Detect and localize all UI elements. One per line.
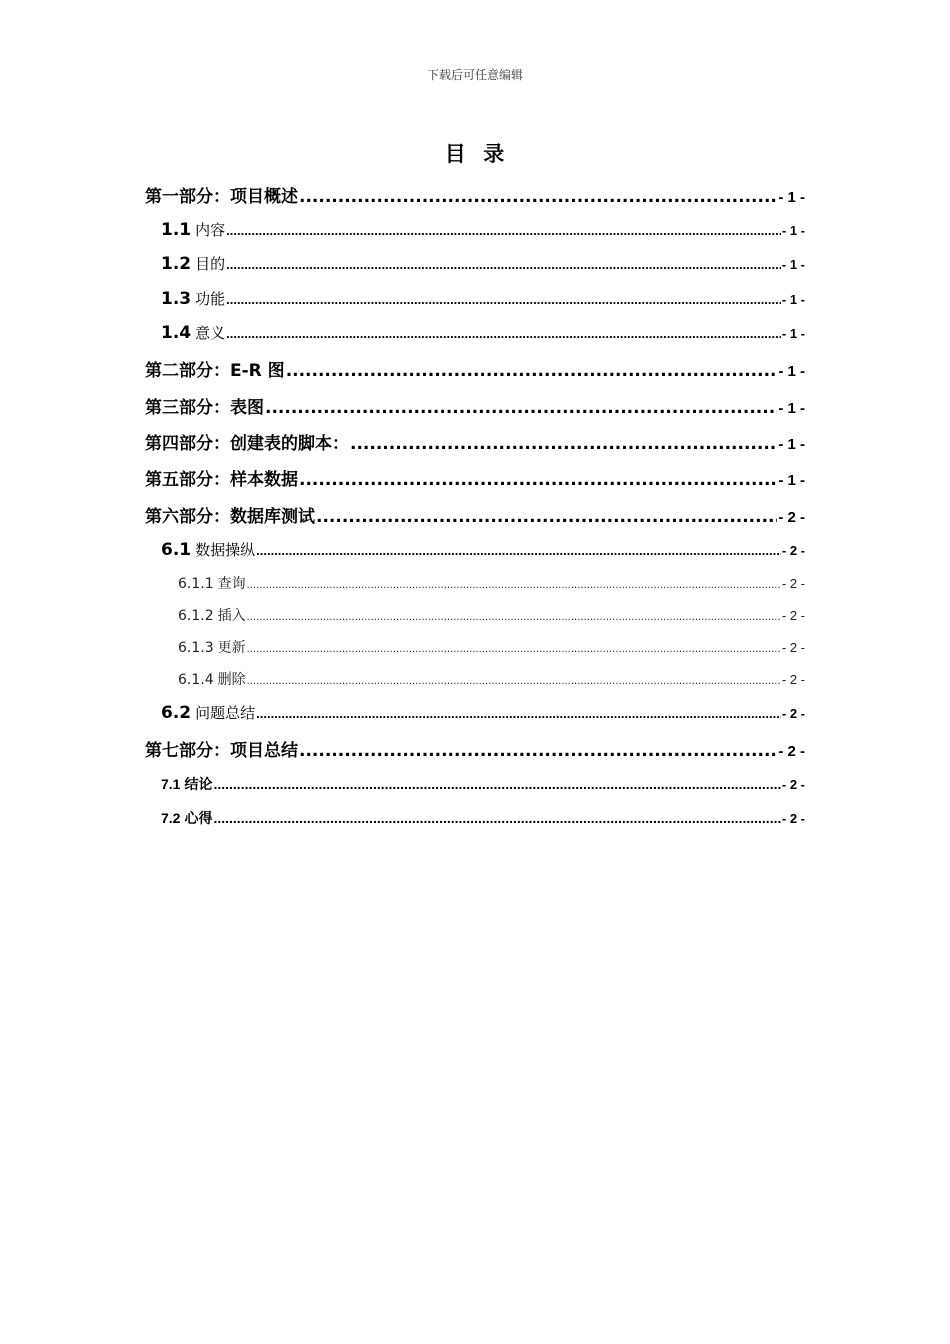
toc-leader-dots — [247, 580, 781, 591]
toc-entry-number: 1.1 — [161, 220, 192, 240]
toc-entry-number: 6.1 — [161, 540, 192, 560]
toc-entry-number: 7.1 — [161, 776, 181, 792]
toc-leader-dots — [265, 398, 777, 418]
toc-leader-dots — [299, 470, 777, 490]
toc-entry-6-1-3[interactable] — [178, 637, 805, 657]
toc-page-number: - 2 - — [781, 777, 805, 792]
toc-leader-dots — [286, 361, 778, 381]
toc-entry-text: 第四部分：创建表的脚本： — [145, 434, 349, 454]
toc-page-number: - 2 - — [781, 672, 805, 687]
toc-leader-dots — [247, 612, 781, 623]
toc-entry-text: 插入 — [217, 608, 246, 624]
toc-entry-1-1[interactable] — [161, 219, 805, 241]
toc-entry-text: 第三部分：表图 — [145, 398, 264, 418]
toc-leader-dots — [350, 434, 777, 454]
toc-entry-number: 7.2 — [161, 810, 181, 826]
toc-leader-dots — [247, 644, 781, 655]
toc-page-number: - 1 - — [781, 223, 805, 238]
toc-entry-number: 1.4 — [161, 323, 192, 343]
toc-entry-number: 1.2 — [161, 254, 192, 274]
toc-entry-number: 6.2 — [161, 703, 192, 723]
toc-entry-text: 第二部分：E-R 图 — [145, 361, 285, 381]
toc-page-number: - 2 - — [778, 743, 805, 760]
toc-entry-6-1[interactable] — [161, 539, 805, 561]
toc-entry-number: 6.1.4 — [178, 672, 214, 688]
toc-leader-dots — [226, 223, 781, 238]
toc-leader-dots — [316, 507, 777, 527]
toc-page-number: - 2 - — [781, 706, 805, 721]
toc-page-number: - 1 - — [778, 189, 805, 206]
toc-entry-6-1-2[interactable] — [178, 605, 805, 625]
toc-entry-part-7[interactable] — [145, 736, 805, 762]
toc-page-number: - 1 - — [778, 436, 805, 453]
toc-entry-number: 6.1.2 — [178, 608, 214, 624]
toc-entry-7-2[interactable] — [161, 808, 805, 830]
toc-leader-dots — [226, 257, 781, 272]
toc-entry-1-4[interactable] — [161, 322, 805, 344]
toc-entry-number: 1.3 — [161, 289, 192, 309]
toc-entry-text: 查询 — [217, 576, 246, 592]
toc-entry-7-1[interactable] — [161, 774, 805, 796]
toc-page-number: - 2 - — [781, 608, 805, 623]
toc-entry-part-2[interactable] — [145, 356, 805, 382]
toc-entry-text: 问题总结 — [195, 704, 256, 722]
toc-entry-6-1-1[interactable] — [178, 573, 805, 593]
toc-entry-6-1-4[interactable] — [178, 669, 805, 689]
toc-entry-text: 心得 — [184, 810, 213, 826]
toc-entry-text: 第一部分：项目概述 — [145, 187, 298, 207]
toc-leader-dots — [299, 741, 777, 761]
toc-entry-text: 第六部分：数据库测试 — [145, 507, 315, 527]
page-header-note: 下载后可任意编辑 — [426, 68, 523, 82]
toc-entry-text: 第七部分：项目总结 — [145, 741, 298, 761]
toc-entry-6-2[interactable] — [161, 702, 805, 724]
toc-leader-dots — [299, 187, 777, 207]
toc-title: 目 录 — [444, 142, 506, 166]
toc-entry-text: 目的 — [195, 255, 226, 273]
toc-entry-1-2[interactable] — [161, 253, 805, 275]
toc-page-number: - 1 - — [781, 257, 805, 272]
toc-entry-text: 更新 — [217, 640, 246, 656]
toc-page-number: - 1 - — [781, 326, 805, 341]
toc-entry-part-5[interactable] — [145, 465, 805, 491]
toc-entry-text: 数据操纵 — [195, 541, 256, 559]
toc-entry-part-1[interactable] — [145, 182, 805, 208]
toc-leader-dots — [226, 326, 781, 341]
toc-page-number: - 2 - — [781, 576, 805, 591]
toc-page-number: - 2 - — [781, 543, 805, 558]
toc-leader-dots — [226, 292, 781, 307]
toc-entry-text: 第五部分：样本数据 — [145, 470, 298, 490]
toc-leader-dots — [247, 676, 781, 687]
toc-entry-part-4[interactable] — [145, 429, 805, 455]
toc-entry-text: 功能 — [195, 290, 226, 308]
toc-page-number: - 1 - — [781, 292, 805, 307]
toc-page-number: - 2 - — [778, 509, 805, 526]
toc-leader-dots — [256, 706, 781, 721]
toc-page-number: - 1 - — [778, 400, 805, 417]
toc-entry-text: 内容 — [195, 221, 226, 239]
toc-entry-part-3[interactable] — [145, 393, 805, 419]
toc-entry-text: 结论 — [184, 776, 213, 792]
toc-page-number: - 2 - — [781, 640, 805, 655]
toc-leader-dots — [213, 776, 780, 792]
toc-page-number: - 1 - — [778, 363, 805, 380]
toc-entry-1-3[interactable] — [161, 288, 805, 310]
toc-entry-text: 意义 — [195, 324, 226, 342]
toc-page-number: - 2 - — [781, 811, 805, 826]
toc-entry-part-6[interactable] — [145, 502, 805, 528]
toc-page-number: - 1 - — [778, 472, 805, 489]
toc-leader-dots — [256, 543, 781, 558]
toc-entry-text: 删除 — [217, 672, 246, 688]
toc-leader-dots — [213, 810, 780, 826]
toc-entry-number: 6.1.1 — [178, 576, 214, 592]
toc-entry-number: 6.1.3 — [178, 640, 214, 656]
